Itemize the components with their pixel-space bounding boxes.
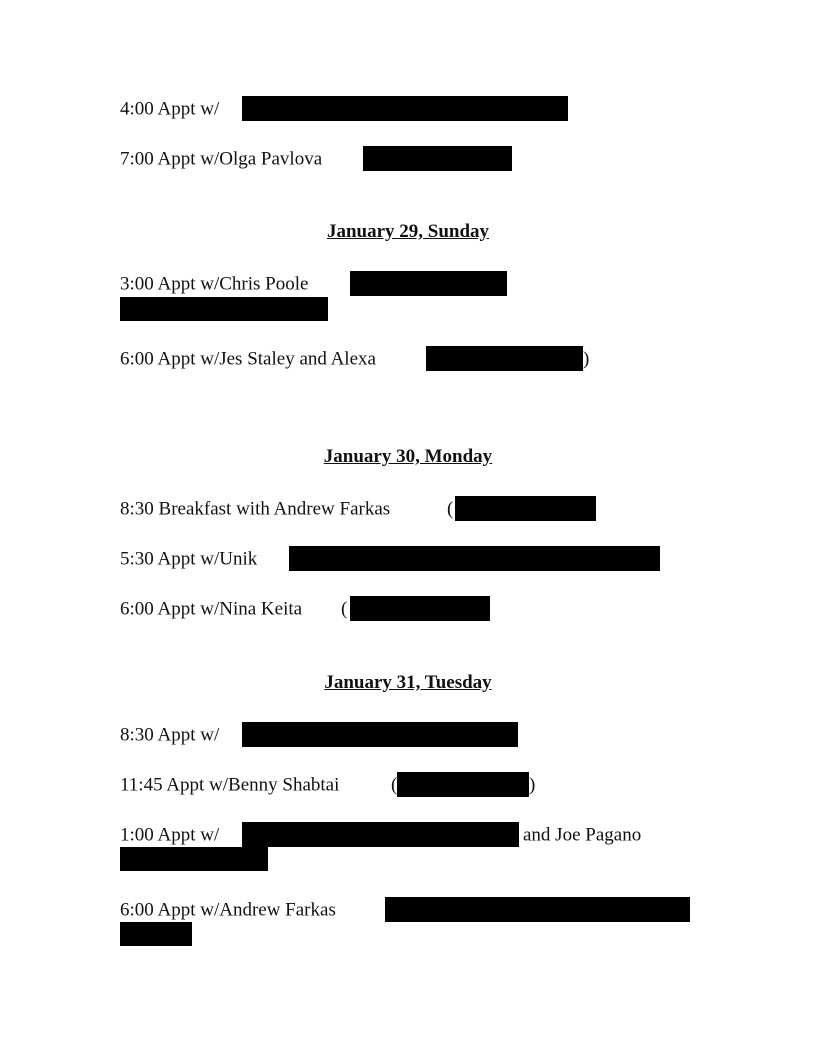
appointment-line [120,496,390,523]
appointment-text: 4:00 Appt w/ [120,98,220,120]
appointment-text: 1:00 Appt w/ [120,824,220,846]
opening-paren: ( [447,498,454,520]
redaction-box [289,546,660,571]
appointment-line [120,897,336,924]
date-heading: January 30, Monday [323,446,493,467]
appointment-text-fragment [341,596,347,623]
appointment-text: 6:00 Appt w/Jes Staley and Alexa [120,348,376,370]
appointment-text: 11:45 Appt w/Benny Shabtai [120,774,340,796]
redaction-box [242,722,518,747]
appointment-text: 6:00 Appt w/Andrew Farkas [120,899,336,921]
appointment-line [120,822,219,849]
appointment-text: 6:00 Appt w/Nina Keita [120,598,303,620]
closing-paren: ) [529,774,536,796]
opening-paren: ( [391,774,398,796]
opening-paren: ( [341,598,348,620]
appointment-line [120,346,376,373]
appointment-line [120,722,219,749]
redaction-box [350,596,490,621]
appointment-text-fragment [583,346,589,373]
appointment-text-fragment [529,772,535,799]
closing-paren: ) [583,348,590,370]
appointment-line [120,146,322,173]
appointment-line [120,271,308,298]
date-heading: January 29, Sunday [326,221,490,242]
redaction-box [242,822,519,847]
appointment-text: 7:00 Appt w/Olga Pavlova [120,148,323,170]
appointment-line [120,596,302,623]
appointment-text-fragment [523,822,641,849]
redaction-box [363,146,512,171]
redaction-box [120,922,192,946]
appointment-text-fragment [447,496,453,523]
appointment-line [120,772,339,799]
appointment-text: 8:30 Appt w/ [120,724,220,746]
redaction-box [120,297,328,321]
appointment-line [120,96,219,123]
redaction-box [455,496,596,521]
appointment-text: 5:30 Appt w/Unik [120,548,258,570]
redaction-box [397,772,529,797]
appointment-line [120,546,257,573]
date-heading: January 31, Tuesday [324,672,492,693]
redaction-box [426,346,583,371]
appointment-text-continued: and Joe Pagano [523,824,642,846]
redaction-box [120,847,268,871]
redaction-box [385,897,690,922]
appointment-text: 3:00 Appt w/Chris Poole [120,273,309,295]
redaction-box [242,96,568,121]
redaction-box [350,271,507,296]
appointment-text: 8:30 Breakfast with Andrew Farkas [120,498,391,520]
